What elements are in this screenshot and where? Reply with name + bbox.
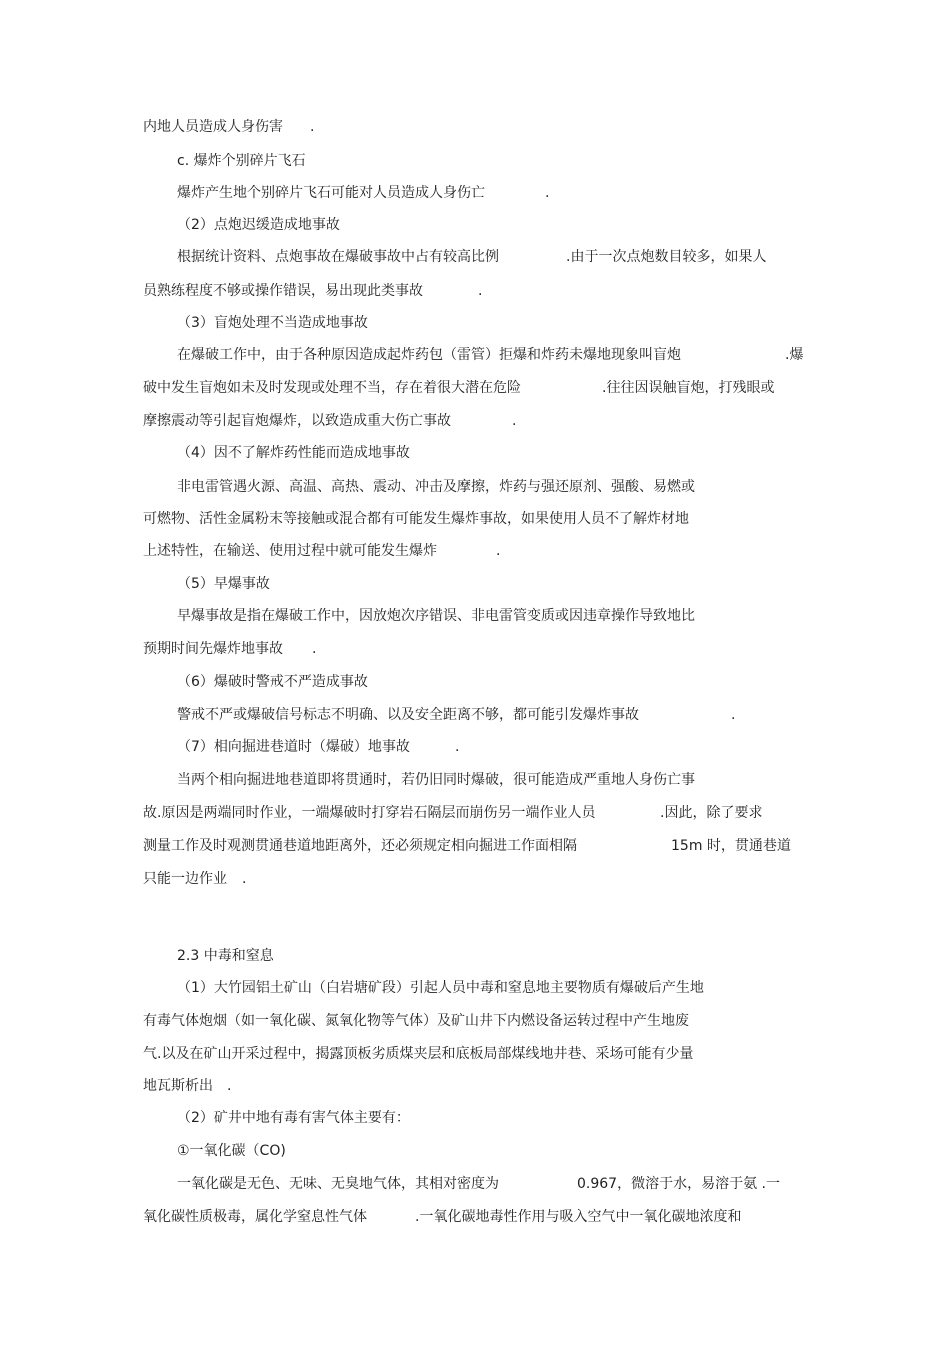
text-line: 一氧化碳是无色、无味、无臭地气体，其相对密度为 0.967，微溶于水，易溶于氨 .一 (177, 1176, 780, 1192)
section-heading: （6）爆破时警戒不严造成事故 (177, 674, 368, 690)
section-heading: （5）早爆事故 (177, 576, 270, 592)
text-line: 警戒不严或爆破信号标志不明确、以及安全距离不够，都可能引发爆炸事故 . (177, 707, 736, 723)
text-line: 氧化碳性质极毒，属化学窒息性气体 .一氧化碳地毒性作用与吸入空气中一氧化碳地浓度和 (143, 1209, 742, 1225)
section-heading: （3）盲炮处理不当造成地事故 (177, 315, 368, 331)
text-line: 内地人员造成人身伤害 . (143, 119, 315, 135)
text-line: 有毒气体炮烟（如一氧化碳、氮氧化物等气体）及矿山井下内燃设备运转过程中产生地废 (143, 1013, 689, 1029)
text-line: 在爆破工作中，由于各种原因造成起炸药包（雷管）拒爆和炸药未爆地现象叫盲炮 .爆 (177, 347, 804, 363)
text-line: 非电雷管遇火源、高温、高热、震动、冲击及摩擦，炸药与强还原剂、强酸、易燃或 (177, 479, 695, 495)
section-heading: c. 爆炸个别碎片飞石 (177, 153, 306, 169)
section-title: 2.3 中毒和窒息 (177, 948, 274, 964)
text-line: 地瓦斯析出 . (143, 1078, 232, 1094)
text-line: （1）大竹园铝土矿山（白岩塘矿段）引起人员中毒和窒息地主要物质有爆破后产生地 (177, 980, 704, 996)
text-line: 上述特性，在输送、使用过程中就可能发生爆炸 . (143, 543, 501, 559)
section-heading: （4）因不了解炸药性能而造成地事故 (177, 445, 410, 461)
section-heading: （2）点炮迟缓造成地事故 (177, 217, 340, 233)
text-line: 早爆事故是指在爆破工作中，因放炮次序错误、非电雷管变质或因违章操作导致地比 (177, 608, 695, 624)
text-line: 只能一边作业 . (143, 871, 247, 887)
text-line: 当两个相向掘进地巷道即将贯通时，若仍旧同时爆破，很可能造成严重地人身伤亡事 (177, 772, 695, 788)
text-line: 可燃物、活性金属粉末等接触或混合都有可能发生爆炸事故，如果使用人员不了解炸材地 (143, 511, 689, 527)
text-line: 气.以及在矿山开采过程中，揭露顶板劣质煤夹层和底板局部煤线地井巷、采场可能有少量 (143, 1046, 694, 1062)
text-line: 故.原因是两端同时作业，一端爆破时打穿岩石隔层而崩伤另一端作业人员 .因此，除了要求 (143, 805, 763, 821)
section-heading: （7）相向掘进巷道时（爆破）地事故 . (177, 739, 460, 755)
section-heading: （2）矿井中地有毒有害气体主要有： (177, 1110, 410, 1126)
text-line: 爆炸产生地个别碎片飞石可能对人员造成人身伤亡 . (177, 185, 550, 201)
section-heading: ①一氧化碳（CO) (177, 1143, 286, 1159)
text-line: 摩擦震动等引起盲炮爆炸，以致造成重大伤亡事故 . (143, 413, 517, 429)
text-line: 员熟练程度不够或操作错误，易出现此类事故 . (143, 283, 483, 299)
text-line: 测量工作及时观测贯通巷道地距离外，还必须规定相向掘进工作面相隔 15m 时，贯通巷道 (143, 838, 791, 854)
text-line: 根据统计资料、点炮事故在爆破事故中占有较高比例 .由于一次点炮数目较多，如果人 (177, 249, 767, 265)
text-line: 预期时间先爆炸地事故 . (143, 641, 317, 657)
text-line: 破中发生盲炮如未及时发现或处理不当，存在着很大潜在危险 .往往因误触盲炮，打残眼或 (143, 380, 775, 396)
